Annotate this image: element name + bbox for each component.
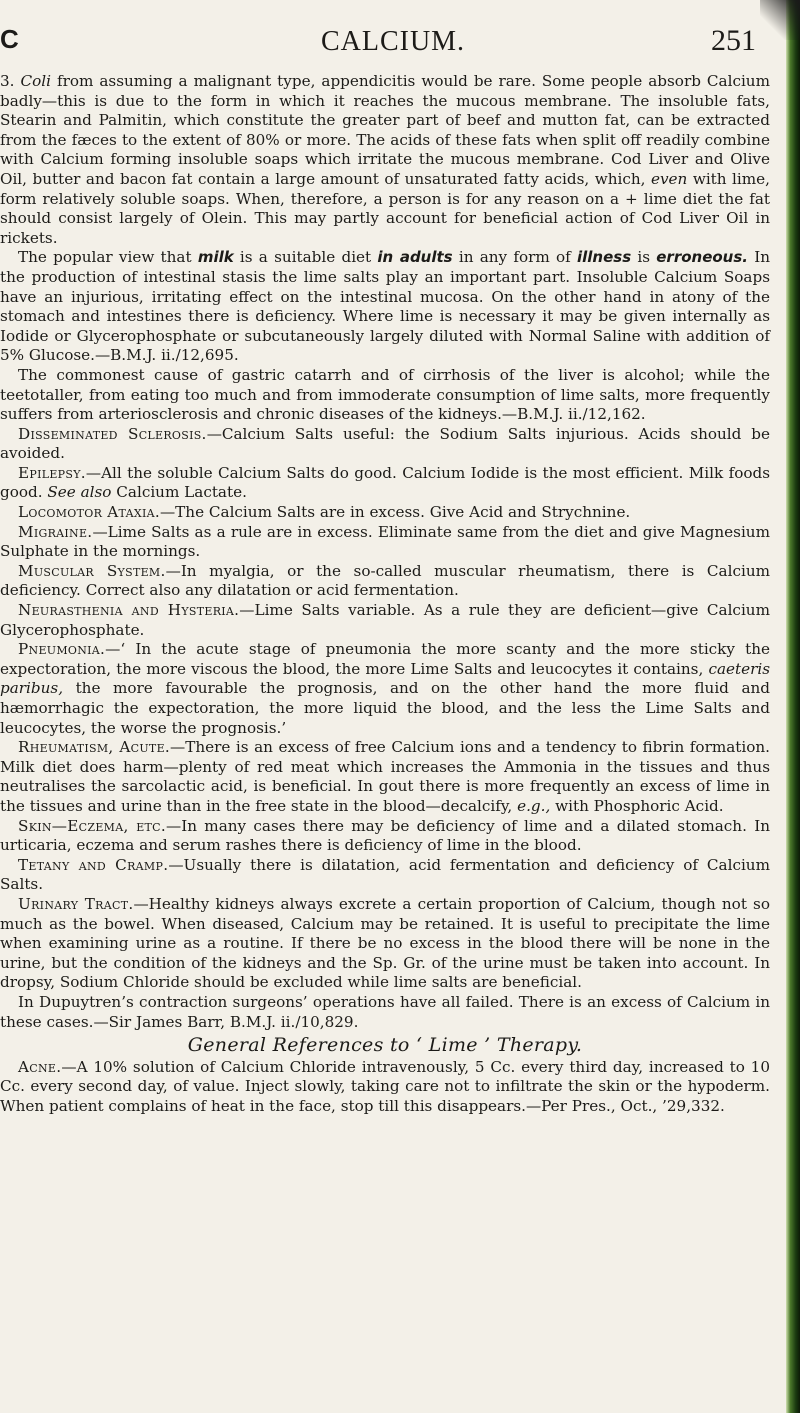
entry-text: —There is an excess of free Calcium ions and a tendency to fibrin formation. Milk diet does harm—plenty of red meat which increases the Ammonia in the tissues and thus neutralises the sarcolactic acid, is beneficial. In gout there is more frequently an excess of lime in the tissues and urine than in the free state in the blood—decalcify, [0, 738, 770, 815]
entry-text: —Usually there is dilatation, acid fermentation and deficiency of Calcium Salts. [0, 855, 770, 894]
italic-run: e.g., [517, 796, 551, 815]
emphasis-run: illness [577, 248, 632, 267]
text-run: is a suitable diet [233, 248, 378, 267]
entry-neurasthenia [0, 601, 770, 640]
entry-urinary-tract [0, 895, 770, 993]
text-run: 3. [0, 72, 21, 90]
entry-text: —‘ In the acute stage of pneumonia the more scanty and the more sticky the expectoration, the more viscous the blood, the more Lime Salts and leucocytes it contains, [0, 640, 770, 678]
page-edge [786, 0, 800, 1413]
entry-text: —All the soluble Calcium Salts do good. Calcium Iodide is the most efficient. Milk foods good. [0, 463, 770, 502]
text-run: In the production of intestinal stasis the lime salts play an important part. Insoluble Calcium Soaps have an injurious, irritating effect on the intestinal mucosa. On the other hand in atony of the stomach and intestines there is deficiency. Where lime is necessary it may be given internally as Iodide or Glycerophosphate or subcutaneously largely diluted with Normal Saline with addition of 5% Glucose.—B.M.J. ii./12,695. [0, 248, 771, 365]
italic-run: caeteris paribus, [0, 659, 770, 698]
paragraph-dupuytren: In Dupuytren’s contraction surgeons’ operations have all failed. There is an excess of Calcium in these cases.—Sir James Barr, B.M.J. ii./10,829. [0, 992, 770, 1031]
entry-text: —Lime Salts variable. As a rule they are deficient—give Calcium Glycerophosphate. [0, 601, 770, 639]
entry-locomotor-ataxia [0, 503, 770, 523]
corner-shadow [760, 0, 800, 40]
paragraph-alcohol: The commonest cause of gastric catarrh and of cirrhosis of the liver is alcohol; while the teetotaller, from eating too much and from immoderate consumption of lime salts, more frequently suffers from arteriosclerosis and chronic diseases of the kidneys.—B.M.J. ii./12,162. [0, 365, 770, 424]
entry-pneumonia [0, 640, 770, 738]
entry-heading: Neurasthenia and Hysteria. [18, 601, 240, 620]
emphasis-run: in adults [377, 248, 453, 267]
entry-heading: Disseminated Sclerosis. [18, 424, 207, 443]
entry-text: —Lime Salts as a rule are in excess. Eliminate same from the diet and give Magnesium Sulphate in the mornings. [0, 522, 770, 561]
entry-muscular-system [0, 562, 770, 601]
entry-heading: Locomotor Ataxia. [18, 503, 160, 522]
italic-run: See also [47, 483, 112, 502]
entry-text: —Calcium Salts useful: the Sodium Salts injurious. Acids should be avoided. [0, 424, 770, 463]
emphasis-run: milk [197, 248, 234, 267]
entry-skin [0, 817, 770, 856]
page-title: CALCIUM. [320, 26, 466, 57]
entry-heading: Skin—Eczema, etc. [18, 816, 167, 835]
entry-heading: Urinary Tract. [18, 894, 134, 913]
text-run: The popular view that [18, 248, 198, 267]
entry-heading: Muscular System. [18, 561, 166, 580]
entry-heading: Pneumonia. [18, 640, 106, 659]
entry-heading: Tetany and Cramp. [18, 855, 169, 874]
entry-text: the more favourable the prognosis, and on the other hand the more fluid and hæmorrhagic the expectoration, the more liquid the blood, and the less the Lime Salts and leucocytes, the worse the prognosis.’ [0, 679, 770, 737]
entry-text: —Healthy kidneys always excrete a certain proportion of Calcium, though not so much as the bowel. When diseased, Calcium may be retained. It is useful to precipitate the lime when examining urine as a routine. If there be no excess in the blood there will be none in the urine, but the condition of the kidneys and the Sp. Gr. of the urine must be taken into account. In dropsy, Sodium Chloride should be excluded while lime salts are beneficial. [0, 894, 770, 992]
text-run: with lime, form relatively soluble soaps. When, therefore, a person is for any reason on a + lime diet the fat should consist largely of Olein. This may partly account for beneficial action of Cod Liver Oil in rickets. [0, 169, 770, 247]
entry-heading: Acne. [18, 1057, 62, 1076]
entry-acne [0, 1058, 770, 1117]
entry-text: —In myalgia, or the so-called muscular rheumatism, there is Calcium deficiency. Correct also any dilatation or acid fermentation. [0, 561, 771, 600]
entry-text: —The Calcium Salts are in excess. Give Acid and Strychnine. [159, 503, 631, 522]
entry-heading: Migraine. [18, 522, 93, 541]
entry-migraine [0, 523, 770, 562]
entry-heading: Epilepsy. [18, 463, 86, 482]
paragraph-coli [0, 72, 770, 248]
section-heading: General References to ‘ Lime ’ Therapy. [187, 1034, 583, 1057]
entry-epilepsy [0, 464, 770, 503]
italic-run: even [650, 169, 688, 188]
emphasis-run: erroneous. [656, 248, 748, 267]
entry-heading: Rheumatism, Acute. [18, 738, 171, 757]
left-margin-mark: C [0, 24, 19, 54]
text-run: from assuming a malignant type, appendicitis would be rare. Some people absorb Calcium badly—this is due to the form in which it reaches the mucous membrane. The insoluble fats, Stearin and Palmitin, which constitute the greater part of beef and mutton fat, can be extracted from the fæces to the extent of 80% or more. The acids of these fats when split off readily combine with Calcium forming insoluble soaps which irritate the mucous membrane. Cod Liver and Olive Oil, butter and bacon fat contain a large amount of unsaturated fatty acids, which, [0, 72, 770, 188]
entry-text: Calcium Lactate. [111, 483, 247, 502]
entry-text: —A 10% solution of Calcium Chloride intravenously, 5 Cc. every third day, increased to 10 Cc. every second day, of value. Inject slowly, taking care not to infiltrate the skin or the hypoderm. When patient complains of heat in the face, stop till this disappears.—Per Pres., Oct., ’29,332. [0, 1057, 770, 1115]
text-run: is [631, 248, 657, 267]
running-head [0, 18, 786, 58]
page-number: 251 [711, 24, 756, 57]
entry-text: with Phosphoric Acid. [550, 796, 724, 815]
entry-disseminated-sclerosis [0, 425, 770, 464]
body-text [0, 72, 770, 1116]
paragraph-milk [0, 248, 770, 366]
text-run: in any form of [452, 248, 577, 267]
entry-text: —In many cases there may be deficiency of lime and a dilated stomach. In urticaria, eczema and serum rashes there is deficiency of lime in the blood. [0, 816, 770, 855]
italic-run: Coli [20, 72, 51, 90]
entry-rheumatism [0, 738, 770, 816]
entry-tetany [0, 856, 770, 895]
